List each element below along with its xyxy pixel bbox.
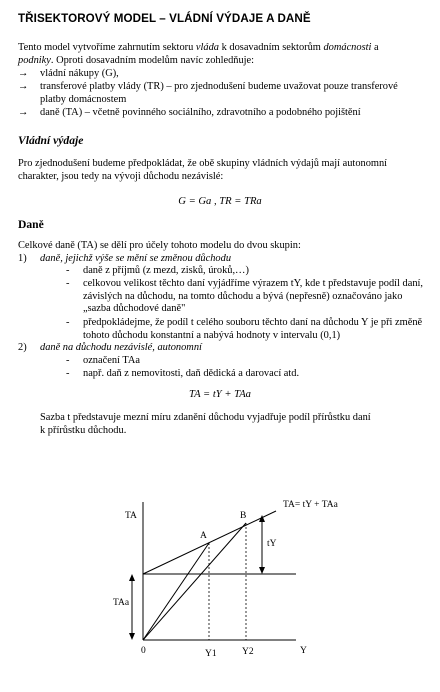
arrowhead-down-icon	[259, 567, 265, 574]
paragraph-line: charakter, jsou tedy na vývoji důchodu nezávislé:	[18, 170, 224, 182]
arrow-icon: →	[18, 68, 29, 79]
y-axis-label: TA	[125, 511, 137, 521]
equation-taxes: TA = tY + TAa	[189, 389, 251, 400]
arrowhead-down-icon	[129, 633, 135, 640]
page-title: TŘISEKTOROVÝ MODEL – VLÁDNÍ VÝDAJE A DANĚ	[18, 12, 311, 25]
intro-text: Tento model vytvoříme zahrnutím sektoru	[18, 42, 196, 53]
arrow-icon: →	[18, 81, 29, 92]
equation-government-spending: G = Ga , TR = TRa	[178, 196, 262, 207]
list-item-title: daně, jejichž výše se mění se změnou důchodu	[40, 253, 232, 264]
ray-to-a	[143, 543, 209, 640]
point-a-label: A	[200, 531, 207, 541]
x-tick-y1: Y1	[205, 649, 217, 659]
line-label: TA= tY + TAa	[283, 500, 338, 510]
intro-paragraph	[18, 42, 428, 67]
intercept-label: TAa	[113, 598, 130, 608]
arrowhead-up-icon	[129, 574, 135, 581]
list-number: 1)	[18, 253, 27, 264]
intro-text: . Oproti dosavadním modelům navíc zohledňuje:	[50, 54, 255, 66]
dash-marker: -	[66, 368, 70, 379]
section-heading-spending: Vládní výdaje	[18, 134, 84, 147]
list-item-text: daně z příjmů (z mezd, zisků, úroků,…)	[83, 265, 249, 276]
arrow-icon: →	[18, 107, 29, 118]
closing-paragraph	[40, 412, 428, 437]
x-axis-label: Y	[300, 646, 307, 656]
list-item-text: označení TAa	[83, 355, 140, 366]
line: závislých na důchodu, na tomto důchodu a bývá (nepřesně) označováno jako	[83, 290, 403, 302]
tax-function-graph	[0, 490, 440, 692]
intro-term-vlada: vláda	[195, 42, 219, 53]
list-item	[18, 278, 432, 318]
point-b-label: B	[240, 511, 247, 521]
origin-label: 0	[141, 646, 146, 656]
list-item-text: např. daň z nemovitosti, daň dědická a darovací atd.	[83, 368, 300, 379]
spending-paragraph	[18, 158, 428, 183]
ray-to-b	[143, 523, 246, 640]
line: „sazba důchodové daně"	[83, 303, 186, 315]
list-item	[18, 81, 432, 107]
list-item	[18, 317, 432, 344]
bullet-text: transferové platby vlády (TR) – pro zjednodušení budeme uvažovat pouze transferové	[40, 81, 398, 92]
bullet-transfer-payments	[40, 81, 432, 106]
slope-label: tY	[267, 539, 277, 549]
paragraph-line: k přírůstku důchodu.	[40, 424, 127, 436]
line: celkovou velikost těchto daní vyjádříme výrazem tY, kde t představuje podíl daní,	[83, 278, 424, 289]
line: tohoto důchodu konstantní a nabývá hodnoty v intervalu (0,1)	[83, 329, 341, 341]
dash-marker: -	[66, 355, 70, 366]
list-number: 2)	[18, 342, 27, 353]
intro-term-domacnosti: domácnosti	[323, 42, 372, 53]
intro-text: k dosavadním sektorům	[219, 42, 324, 53]
paragraph-line: Pro zjednodušení budeme předpokládat, že obě skupiny vládních výdajů mají autonomní	[18, 158, 388, 169]
list-item-text	[83, 278, 432, 316]
bullet-text: platby domácnostem	[40, 93, 127, 105]
intro-term-podniky: podniky	[18, 54, 51, 66]
taxes-intro: Celkové daně (TA) se dělí pro účely tohoto modelu do dvou skupin:	[18, 240, 301, 251]
dash-marker: -	[66, 278, 70, 289]
x-tick-y2: Y2	[242, 647, 254, 657]
bullet-taxes: daně (TA) – včetně povinného sociálního, zdravotního a podobného pojištění	[40, 107, 361, 118]
section-heading-taxes: Daně	[18, 218, 44, 231]
line: předpokládejme, že podíl t celého souboru těchto daní na důchodu Y je při změně	[83, 317, 423, 328]
intro-text: a	[371, 42, 379, 53]
dash-marker: -	[66, 317, 70, 328]
dash-marker: -	[66, 265, 70, 276]
list-item-title: daně na důchodu nezávislé, autonomní	[40, 342, 202, 353]
paragraph-line: Sazba t představuje mezní míru zdanění důchodu vyjadřuje podíl přírůstku daní	[40, 412, 371, 423]
list-item-text	[83, 317, 432, 342]
bullet-government-purchases: vládní nákupy (G),	[40, 68, 119, 79]
